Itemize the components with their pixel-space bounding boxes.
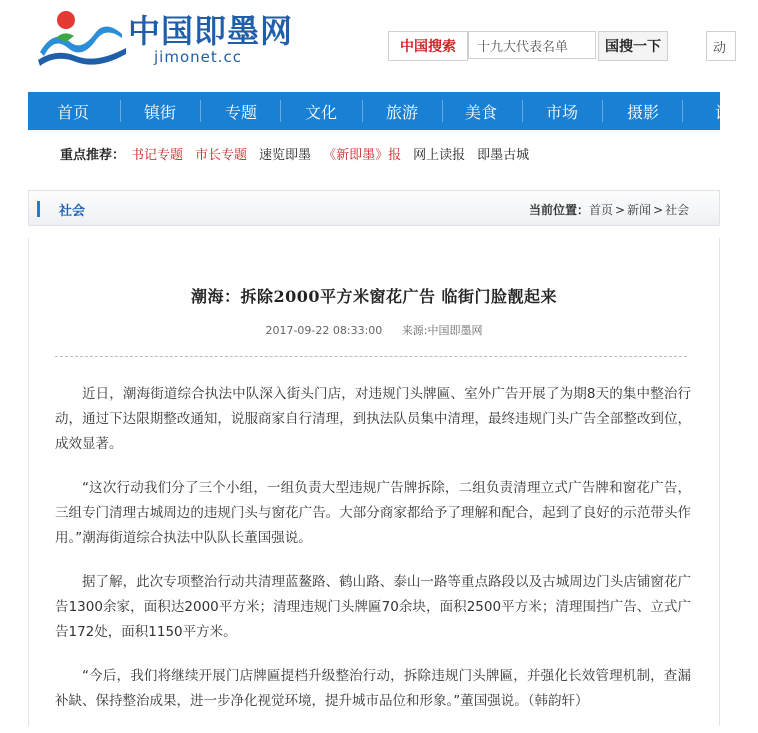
breadcrumb-bar <box>28 190 720 226</box>
nav-separator <box>442 100 443 122</box>
logo-mark-icon <box>36 8 128 68</box>
recommend-link-epaper[interactable]: 网上读报 <box>413 147 466 163</box>
nav-item-forum[interactable]: 论 <box>714 102 731 122</box>
search-extra-field[interactable]: 动 <box>706 31 736 61</box>
recommend-link-newspaper[interactable]: 《新即墨》报 <box>323 147 402 163</box>
search-input[interactable] <box>468 31 596 59</box>
article-date: 2017-09-22 08:33:00 <box>265 324 383 337</box>
nav-item-culture[interactable]: 文化 <box>304 102 337 122</box>
recommend-link-old-town[interactable]: 即墨古城 <box>477 147 530 163</box>
nav-separator <box>522 100 523 122</box>
logo-title: 中国即墨网 <box>128 12 294 50</box>
nav-separator <box>362 100 363 122</box>
article-source: 来源:中国即墨网 <box>401 324 483 337</box>
article-divider <box>55 356 687 357</box>
logo-subtitle: jimonet.cc <box>154 48 243 66</box>
breadcrumb-accent <box>37 201 40 217</box>
article-paragraph: “今后，我们将继续开展门店牌匾提档升级整治行动，拆除违规门头牌匾，并强化长效管理机制，查漏补缺、保持整治成果，进一步净化视觉环境，提升城市品位和形象。”董国强说。（韩韵轩） <box>55 668 691 709</box>
article-paragraph: 据了解，此次专项整治行动共清理蓝鳌路、鹤山路、泰山一路等重点路段以及古城周边门头店铺窗花广告1300余家，面积达2000平方米；清理违规门头牌匾70余块，面积2500平方米；清理围挡广告、立式广告172处，面积1150平方米。 <box>55 574 691 640</box>
breadcrumb-separator: > <box>615 203 626 217</box>
site-logo[interactable] <box>36 4 294 70</box>
article-panel <box>28 238 720 726</box>
recommend-label: 重点推荐： <box>60 147 126 163</box>
nav-item-towns[interactable]: 镇街 <box>143 102 176 122</box>
main-nav <box>28 92 731 130</box>
nav-item-photo[interactable]: 摄影 <box>626 102 659 122</box>
nav-item-home[interactable]: 首页 <box>56 102 89 122</box>
article-meta <box>29 322 719 338</box>
breadcrumb <box>529 201 689 218</box>
search-engine-label[interactable]: 中国搜索 <box>388 31 468 61</box>
breadcrumb-prefix: 当前位置： <box>529 203 590 217</box>
recommend-link-mayor[interactable]: 市长专题 <box>195 147 248 163</box>
recommend-link-secretary[interactable]: 书记专题 <box>131 147 184 163</box>
nav-item-market[interactable]: 市场 <box>545 102 578 122</box>
search-button[interactable]: 国搜一下 <box>598 31 668 61</box>
article-paragraph: 近日，潮海街道综合执法中队深入街头门店，对违规门头牌匾、室外广告开展了为期8天的集中整治行动，通过下达限期整改通知，说服商家自行清理，到执法队员集中清理，最终违规门头广告全部整改到位，成效显著。 <box>55 386 691 452</box>
nav-item-topics[interactable]: 专题 <box>224 102 257 122</box>
nav-separator <box>602 100 603 122</box>
site-header <box>0 0 727 90</box>
breadcrumb-separator: > <box>653 203 664 217</box>
article-body <box>55 382 691 733</box>
nav-item-travel[interactable]: 旅游 <box>385 102 418 122</box>
section-title[interactable]: 社会 <box>59 204 86 219</box>
article-title: 潮海：拆除2000平方米窗花广告 临街门脸靓起来 <box>190 287 558 306</box>
nav-separator <box>120 100 121 122</box>
nav-separator <box>200 100 201 122</box>
nav-separator <box>682 100 683 122</box>
nav-item-food[interactable]: 美食 <box>464 102 497 122</box>
breadcrumb-news[interactable]: 新闻 <box>627 203 652 217</box>
breadcrumb-home[interactable]: 首页 <box>589 203 614 217</box>
nav-separator <box>280 100 281 122</box>
recommend-link-overview[interactable]: 速览即墨 <box>259 147 312 163</box>
article-paragraph: “这次行动我们分了三个小组，一组负责大型违规广告牌拆除，二组负责清理立式广告牌和窗花广告，三组专门清理古城周边的违规门头与窗花广告。大部分商家都给予了理解和配合，起到了良好的示范带头作用。”潮海街道综合执法中队队长董国强说。 <box>55 480 691 546</box>
breadcrumb-current[interactable]: 社会 <box>665 203 690 217</box>
recommend-bar <box>60 143 541 163</box>
